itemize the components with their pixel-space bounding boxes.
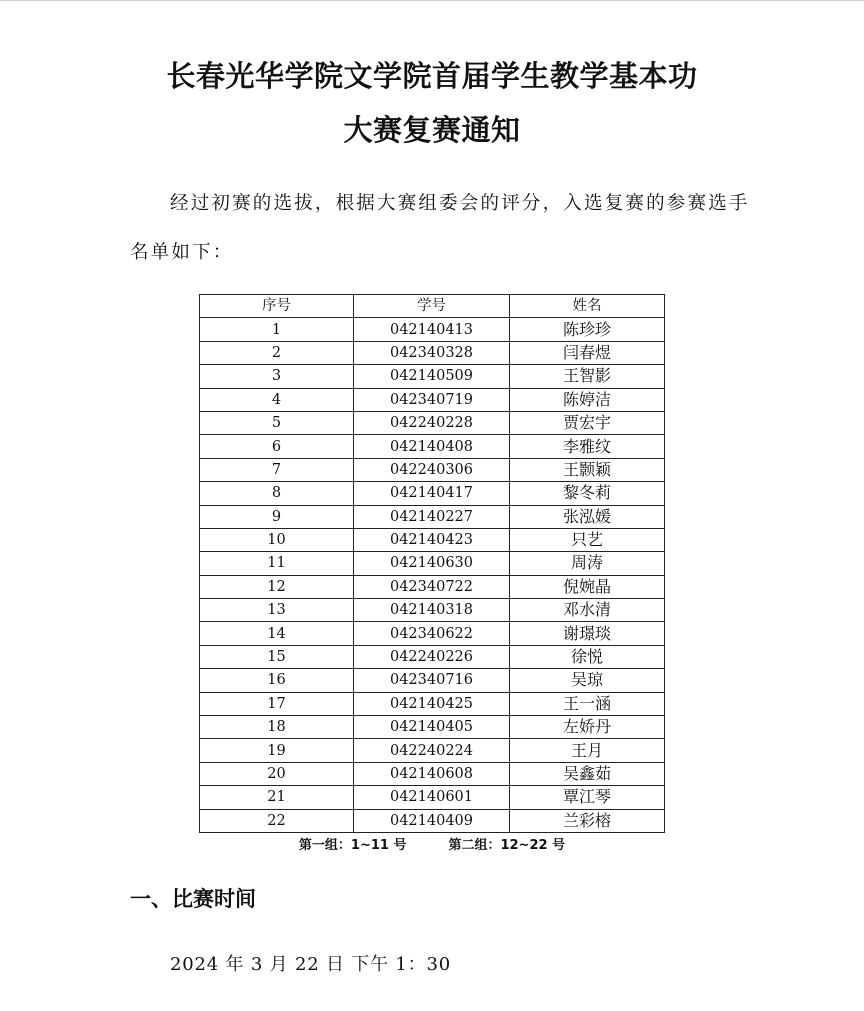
table-row	[200, 786, 665, 809]
cell-student-id: 042340716	[354, 669, 510, 692]
cell-student-name: 谢璟琰	[510, 622, 665, 645]
cell-serial-number: 8	[200, 482, 354, 505]
cell-student-name: 兰彩榕	[510, 809, 665, 832]
cell-serial-number: 6	[200, 435, 354, 458]
table-row	[200, 482, 665, 505]
cell-serial-number: 13	[200, 599, 354, 622]
cell-serial-number: 7	[200, 458, 354, 481]
table-row	[200, 341, 665, 364]
cell-serial-number: 11	[200, 552, 354, 575]
group-two-label: 第二组：12~22 号	[448, 838, 566, 853]
table-row	[200, 411, 665, 434]
table-row	[200, 622, 665, 645]
cell-student-id: 042140408	[354, 435, 510, 458]
table-row	[200, 762, 665, 785]
cell-student-name: 闫春煜	[510, 341, 665, 364]
cell-student-id: 042140409	[354, 809, 510, 832]
cell-serial-number: 3	[200, 365, 354, 388]
table-row	[200, 435, 665, 458]
cell-student-id: 042240226	[354, 645, 510, 668]
table-row	[200, 528, 665, 551]
cell-student-id: 042140423	[354, 528, 510, 551]
cell-student-name: 左娇丹	[510, 716, 665, 739]
cell-student-name: 王月	[510, 739, 665, 762]
notice-title-line2: 大赛复赛通知	[343, 113, 521, 147]
cell-student-name: 周涛	[510, 552, 665, 575]
cell-serial-number: 2	[200, 341, 354, 364]
table-row	[200, 318, 665, 341]
cell-student-id: 042140509	[354, 365, 510, 388]
table-row	[200, 552, 665, 575]
cell-student-id: 042140227	[354, 505, 510, 528]
cell-student-id: 042340722	[354, 575, 510, 598]
cell-student-name: 黎冬莉	[510, 482, 665, 505]
cell-serial-number: 16	[200, 669, 354, 692]
table-row	[200, 645, 665, 668]
cell-serial-number: 19	[200, 739, 354, 762]
table-row	[200, 365, 665, 388]
cell-serial-number: 20	[200, 762, 354, 785]
cell-student-name: 王智影	[510, 365, 665, 388]
header-serial-number: 序号	[200, 295, 354, 318]
cell-student-id: 042140417	[354, 482, 510, 505]
intro-paragraph-line2: 名单如下：	[130, 242, 234, 263]
cell-student-name: 吴鑫茹	[510, 762, 665, 785]
cell-student-id: 042340328	[354, 341, 510, 364]
cell-student-id: 042340622	[354, 622, 510, 645]
cell-student-name: 张泓媛	[510, 505, 665, 528]
table-row	[200, 599, 665, 622]
cell-student-name: 陈珍珍	[510, 318, 665, 341]
table-row	[200, 575, 665, 598]
table-row	[200, 388, 665, 411]
notice-title-line1: 长春光华学院文学院首届学生教学基本功	[166, 59, 698, 93]
section-heading-competition-time: 一、比赛时间	[130, 887, 256, 911]
cell-serial-number: 22	[200, 809, 354, 832]
table-row	[200, 505, 665, 528]
cell-serial-number: 9	[200, 505, 354, 528]
cell-student-id: 042140630	[354, 552, 510, 575]
cell-student-id: 042240306	[354, 458, 510, 481]
cell-serial-number: 1	[200, 318, 354, 341]
table-row	[200, 458, 665, 481]
cell-serial-number: 15	[200, 645, 354, 668]
contestant-table	[199, 294, 665, 833]
cell-student-id: 042140413	[354, 318, 510, 341]
cell-student-id: 042240224	[354, 739, 510, 762]
cell-serial-number: 5	[200, 411, 354, 434]
group-assignment-note	[0, 836, 864, 856]
cell-student-id: 042340719	[354, 388, 510, 411]
cell-serial-number: 4	[200, 388, 354, 411]
table-row	[200, 669, 665, 692]
cell-student-name: 邓水清	[510, 599, 665, 622]
cell-student-name: 倪婉晶	[510, 575, 665, 598]
competition-datetime: 2024 年 3 月 22 日 下午 1：30	[170, 954, 451, 975]
cell-serial-number: 18	[200, 716, 354, 739]
cell-student-name: 贾宏宇	[510, 411, 665, 434]
cell-serial-number: 10	[200, 528, 354, 551]
cell-serial-number: 21	[200, 786, 354, 809]
cell-student-name: 王一涵	[510, 692, 665, 715]
cell-serial-number: 17	[200, 692, 354, 715]
cell-student-id: 042140405	[354, 716, 510, 739]
table-body	[200, 318, 665, 833]
cell-student-name: 覃江琴	[510, 786, 665, 809]
header-student-id: 学号	[354, 295, 510, 318]
cell-student-id: 042140601	[354, 786, 510, 809]
cell-student-name: 王颢颖	[510, 458, 665, 481]
cell-student-id: 042140425	[354, 692, 510, 715]
cell-student-name: 吴琼	[510, 669, 665, 692]
cell-serial-number: 12	[200, 575, 354, 598]
table-row	[200, 809, 665, 832]
cell-serial-number: 14	[200, 622, 354, 645]
table-row	[200, 716, 665, 739]
cell-student-id: 042140318	[354, 599, 510, 622]
cell-student-name: 李雅纹	[510, 435, 665, 458]
cell-student-id: 042140608	[354, 762, 510, 785]
cell-student-name: 陈婷洁	[510, 388, 665, 411]
intro-paragraph-line1: 经过初赛的选拔，根据大赛组委会的评分，入选复赛的参赛选手	[170, 193, 750, 214]
table-header-row	[200, 295, 665, 318]
cell-student-id: 042240228	[354, 411, 510, 434]
table-row	[200, 692, 665, 715]
table-row	[200, 739, 665, 762]
page-top-rule	[0, 0, 864, 1]
header-name: 姓名	[510, 295, 665, 318]
cell-student-name: 只艺	[510, 528, 665, 551]
group-one-label: 第一组：1~11 号	[298, 838, 407, 853]
cell-student-name: 徐悦	[510, 645, 665, 668]
